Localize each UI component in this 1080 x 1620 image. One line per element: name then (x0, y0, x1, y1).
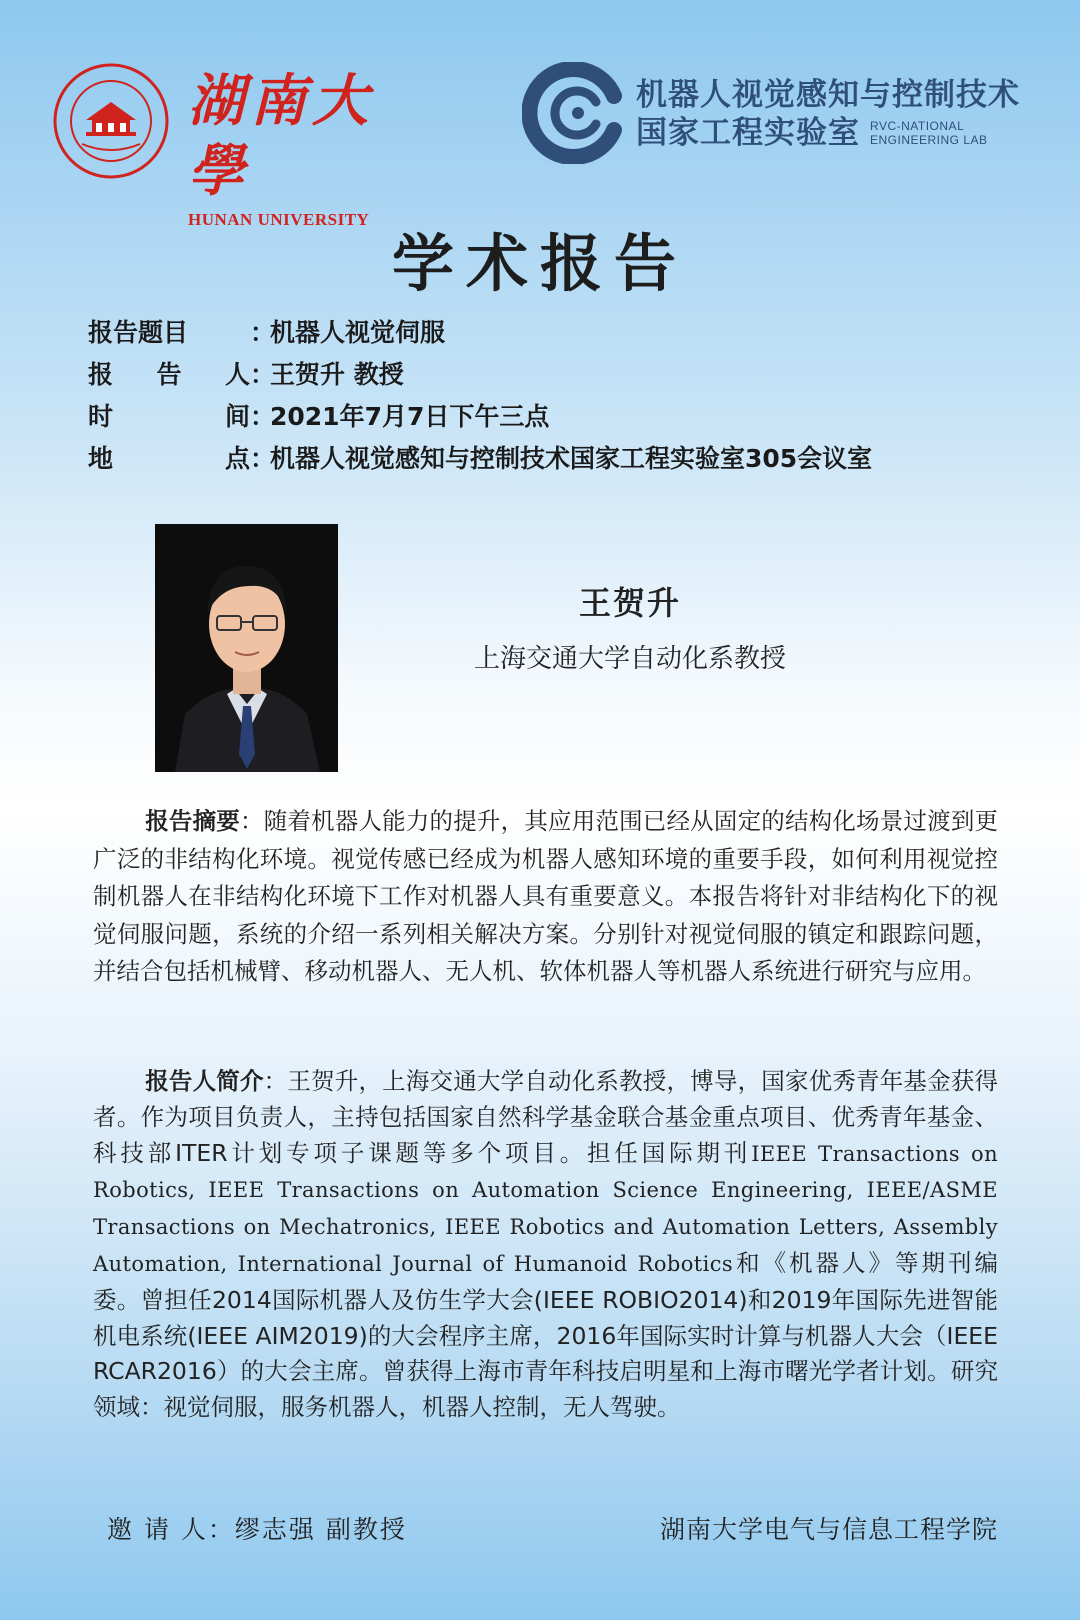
info-value-location: 机器人视觉感知与控制技术国家工程实验室305会议室 (270, 444, 873, 473)
info-label-speaker (88, 354, 250, 396)
info-label-char: 人 (224, 360, 250, 389)
info-colon: ： (250, 318, 276, 347)
university-name-cn: 湖南大學 (188, 68, 374, 204)
bio-label: 报告人简介 (145, 1067, 264, 1095)
speaker-photo (155, 524, 338, 772)
bio-text-part2: 和《机器人》等期刊编委。曾担任2014国际机器人及仿生学大会(IEEE ROBIO2014)和2019年国际先进智能机电系统(IEEE AIM2019)的大会程序主席，2016年国际实时计算与机器人大会（IEEE RCAR2016）的大会主席。曾获得上海市青年科技启明星和上海市曙光学者计划。研究领域：视觉伺服，服务机器人，机器人控制，无人驾驶。 (93, 1248, 998, 1422)
colon: ： (239, 807, 264, 835)
bio-journals: IEEE Transactions on Robotics, IEEE Transactions on Automation Science Engineering, IEEE/ASME Transactions on Mechatronics, IEEE Robotics and Automation Letters, Assembly Automation, International Journal of Humanoid Robotics (93, 1141, 998, 1276)
info-label-char: 地 (88, 444, 114, 473)
info-row-speaker (88, 354, 1048, 396)
lab-name-line2: 国家工程实验室 (636, 115, 860, 151)
info-value-speaker: 王贺升 教授 (270, 360, 404, 389)
info-label-char: 间 (224, 402, 250, 431)
info-label-time (88, 396, 250, 438)
organizer: 湖南大学电气与信息工程学院 (659, 1515, 998, 1544)
lab-logo-icon (522, 62, 624, 164)
report-info-list (88, 312, 1048, 480)
abstract-text: 随着机器人能力的提升，其应用范围已经从固定的结构化场景过渡到更广泛的非结构化环境。视觉传感已经成为机器人感知环境的重要手段，如何利用视觉控制机器人在非结构化环境下工作对机器人具有重要意义。本报告将针对非结构化下的视觉伺服问题，系统的介绍一系列相关解决方案。分别针对视觉伺服的镇定和跟踪问题，并结合包括机械臂、移动机器人、无人机、软体机器人等机器人系统进行研究与应用。 (93, 807, 999, 985)
info-row-topic (88, 312, 1048, 354)
lab-name-block (636, 76, 1056, 152)
inviter: 邀 请 人：缪志强 副教授 (107, 1515, 407, 1544)
info-colon: ： (250, 402, 276, 431)
hunan-university-seal-icon (52, 62, 170, 180)
info-value-time: 2021年7月7日下午三点 (270, 402, 550, 431)
lab-name-en-line1: RVC-NATIONAL (870, 119, 965, 133)
colon: ： (263, 1067, 288, 1095)
page-title: 学术报告 (391, 227, 688, 300)
info-colon: ： (250, 360, 276, 389)
abstract-label: 报告摘要 (145, 807, 240, 835)
info-label-text: 报告题目 (88, 318, 189, 347)
info-value-topic: 机器人视觉伺服 (270, 318, 446, 347)
bio-text-part1: 王贺升，上海交通大学自动化系教授，博导，国家优秀青年基金获得者。作为项目负责人，主持包括国家自然科学基金联合基金重点项目、优秀青年基金、科技部ITER计划专项子课题等多个项目。担任国际期刊 (93, 1067, 999, 1167)
info-label-char: 报 (88, 360, 114, 389)
info-label-location (88, 438, 250, 480)
lab-name-en (870, 119, 988, 147)
speaker-name: 王贺升 (578, 584, 681, 622)
info-row-time (88, 396, 1048, 438)
info-row-location (88, 438, 1048, 480)
lab-name-line1: 机器人视觉感知与控制技术 (636, 77, 1020, 113)
university-name-en: HUNAN UNIVERSITY (188, 210, 370, 229)
info-label-char: 告 (156, 360, 182, 389)
speaker-affiliation: 上海交通大学自动化系教授 (473, 644, 786, 674)
info-colon: ： (250, 444, 276, 473)
bio-paragraph (93, 1064, 998, 1426)
info-label-topic (88, 312, 250, 354)
abstract-paragraph (93, 803, 998, 991)
university-name-block (188, 66, 408, 230)
lab-name-en-line2: ENGINEERING LAB (870, 133, 988, 147)
info-label-char: 点 (224, 444, 250, 473)
info-label-char: 时 (88, 402, 114, 431)
